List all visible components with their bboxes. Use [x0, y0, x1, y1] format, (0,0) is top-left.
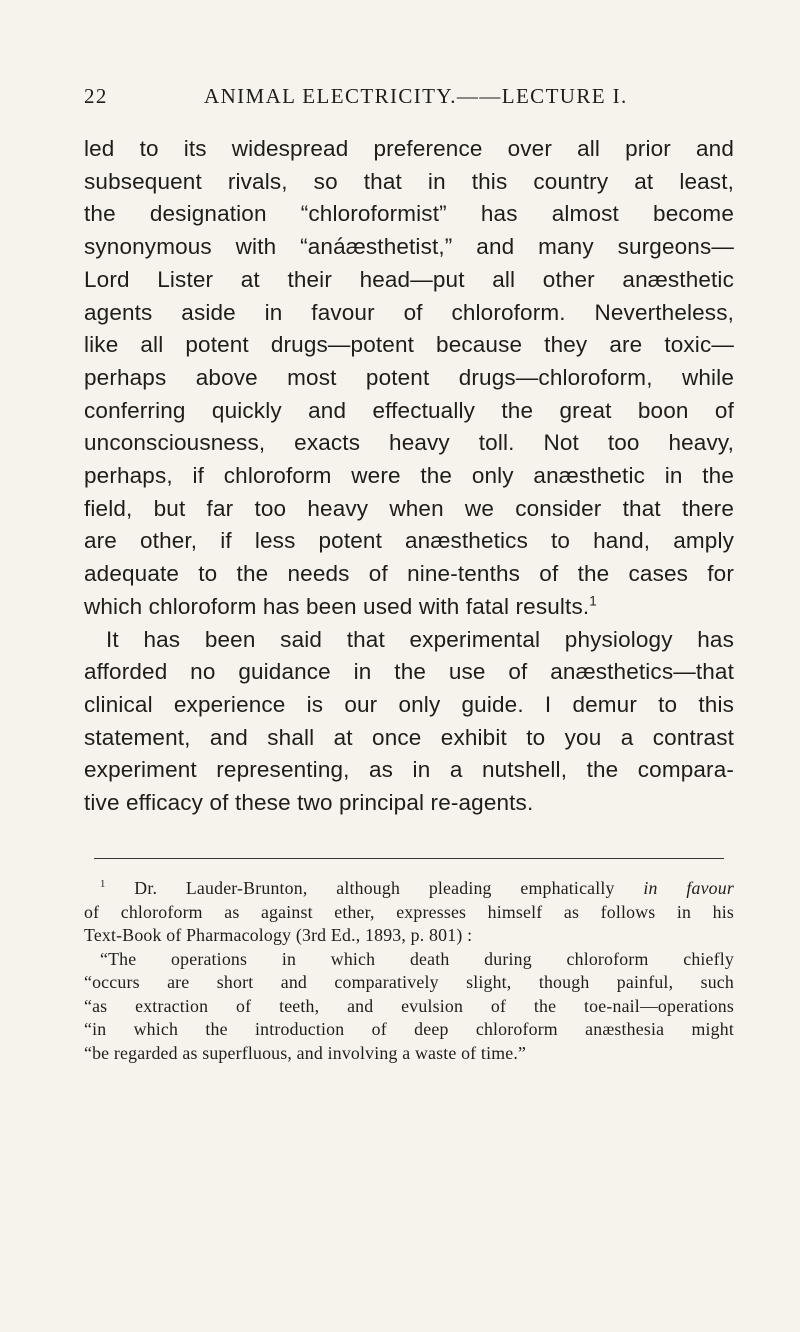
text-line: like all potent drugs—potent because they are toxic—	[84, 332, 734, 358]
text-line-with-footnote	[84, 591, 734, 624]
text-line: experiment representing, as in a nutshell, the compara-	[84, 757, 734, 783]
text-line: Lord Lister at their head—put all other anæsthetic	[84, 266, 734, 292]
footnote-marker: 1	[100, 878, 106, 891]
text-line: the designation “chloroformist” has almost become	[84, 201, 734, 227]
text-line: adequate to the needs of nine-tenths of the cases for	[84, 561, 734, 587]
running-title: ANIMAL ELECTRICITY.——LECTURE I.	[204, 84, 628, 108]
footnote-line: “as extraction of teeth, and evulsion of the toe-nail—operations	[84, 995, 734, 1016]
footnote-divider	[94, 858, 724, 859]
body-text	[84, 133, 734, 820]
text-line: perhaps, if chloroform were the only anæsthetic in the	[84, 463, 734, 489]
text-line: afforded no guidance in the use of anæsthetics—that	[84, 659, 734, 685]
text-line: clinical experience is our only guide. I demur to this	[84, 691, 734, 717]
text-line: conferring quickly and effectually the great boon of	[84, 397, 734, 423]
footnote-line: of chloroform as against ether, expresses himself as follows in his	[84, 901, 734, 922]
text-line: subsequent rivals, so that in this country at least,	[84, 168, 734, 194]
footnote	[84, 877, 734, 1065]
text-line: perhaps above most potent drugs—chloroform, while	[84, 364, 734, 390]
footnote-text: Dr. Lauder-Brunton, although pleading emphatically	[134, 878, 644, 898]
text-line: tive efficacy of these two principal re-agents.	[84, 790, 534, 816]
footnote-line: “The operations in which death during chloroform chiefly	[100, 948, 734, 969]
footnote-line: “be regarded as superfluous, and involving a waste of time.”	[84, 1042, 527, 1063]
running-head	[84, 84, 734, 118]
text-line: are other, if less potent anæsthetics to hand, amply	[84, 528, 734, 554]
footnote-emphasis: in favour	[643, 878, 734, 898]
text-line: field, but far too heavy when we consider that there	[84, 495, 734, 521]
footnote-line: “in which the introduction of deep chloroform anæsthesia might	[84, 1019, 734, 1039]
text-line: synonymous with “anáæsthetist,” and many surgeons—	[84, 234, 734, 260]
text-line: statement, and shall at once exhibit to you a contrast	[84, 724, 734, 750]
footnote-line	[84, 877, 734, 901]
text-line: It has been said that experimental physiology has	[106, 626, 734, 652]
text-line: led to its widespread preference over all prior and	[84, 136, 734, 161]
page-number: 22	[84, 84, 108, 108]
text-line-content: which chloroform has been used with fatal results.	[84, 593, 590, 619]
footnote-line: Text-Book of Pharmacology (3rd Ed., 1893, p. 801) :	[84, 925, 473, 945]
footnote-line: “occurs are short and comparatively slight, though painful, such	[84, 972, 734, 992]
text-line: unconsciousness, exacts heavy toll. Not too heavy,	[84, 430, 734, 456]
footnote-reference[interactable]: 1	[589, 593, 597, 609]
text-line: agents aside in favour of chloroform. Nevertheless,	[84, 299, 734, 325]
